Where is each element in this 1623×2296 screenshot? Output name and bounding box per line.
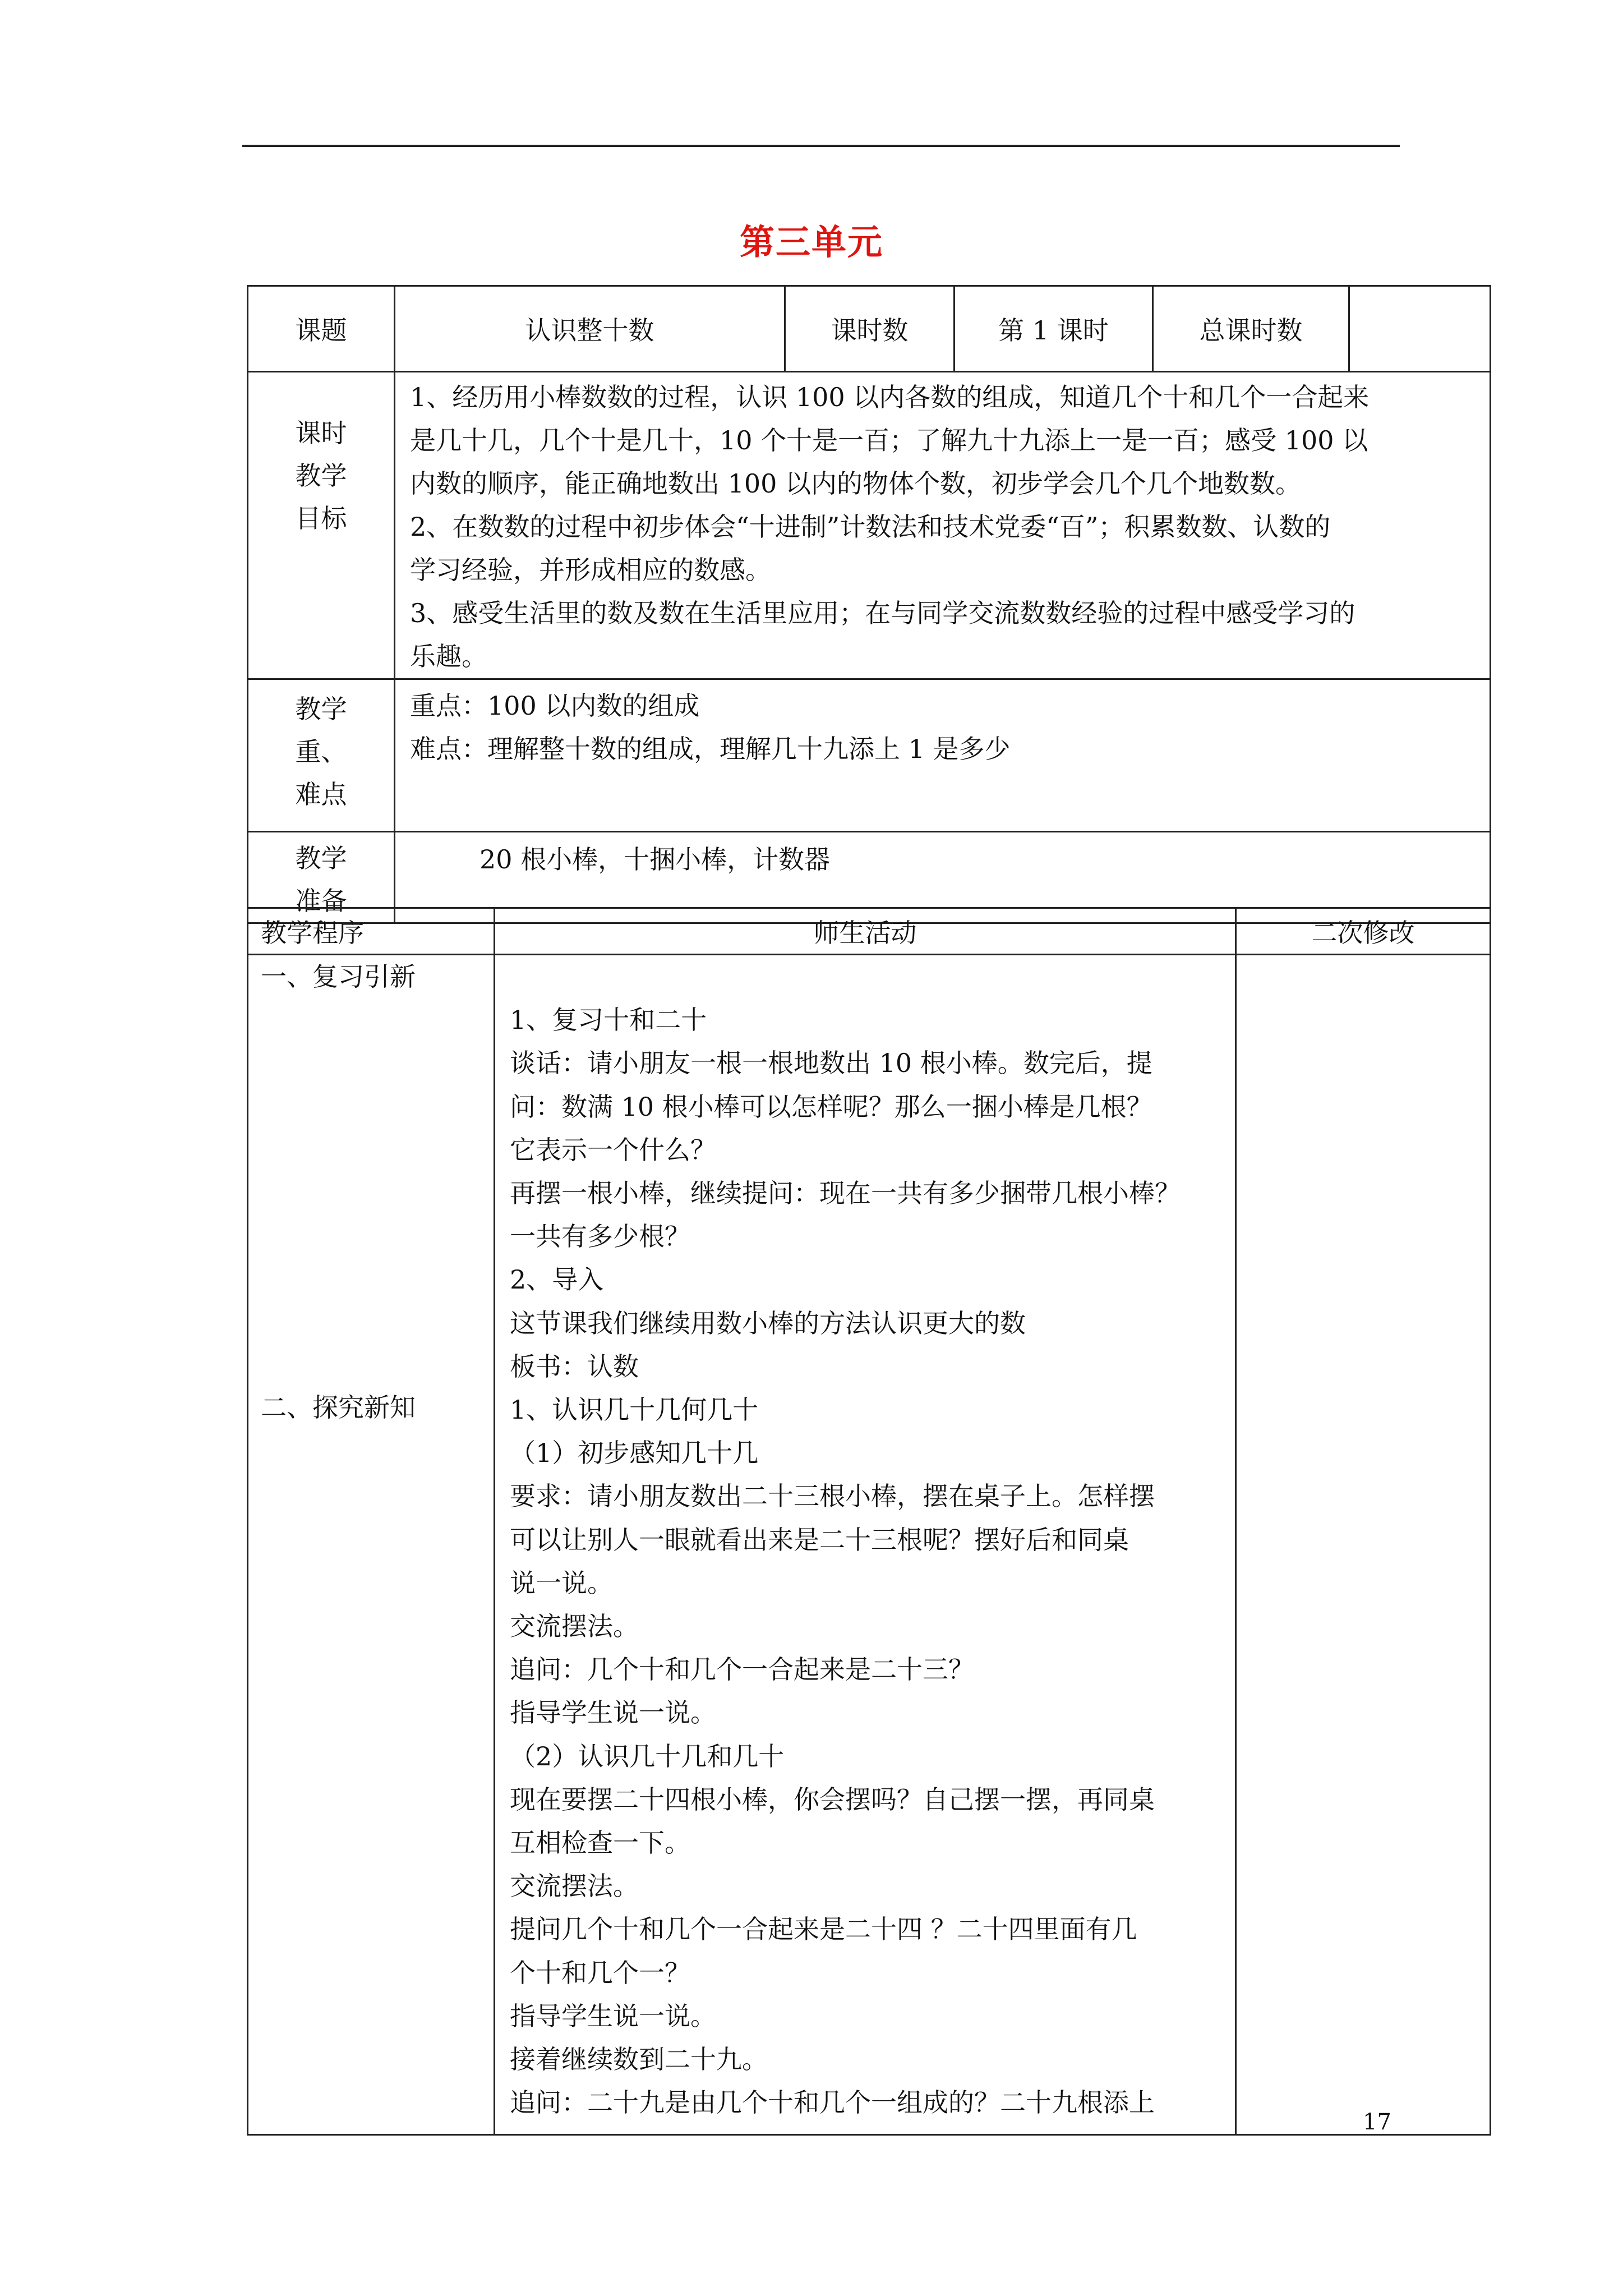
- goals-line: 学习经验，并形成相应的数感。: [410, 555, 771, 585]
- total-periods-label: 总课时数: [1153, 286, 1349, 372]
- activity-line: 2、导入: [510, 1264, 604, 1295]
- activity-line: （2）认识几十几和几十: [510, 1741, 785, 1772]
- goals-label-line: 课时: [295, 418, 347, 448]
- difficulty-point: 难点：理解整十数的组成，理解几十九添上 1 是多少: [410, 734, 1011, 764]
- procedure-col-header: 教学程序: [248, 908, 495, 955]
- goals-label: [248, 372, 395, 679]
- activity-line: 提问几个十和几个一合起来是二十四 ？二十四里面有几: [510, 1914, 1137, 1945]
- activity-line: 指导学生说一说。: [510, 2000, 716, 2031]
- activity-line: 它表示一个什么？: [510, 1134, 716, 1165]
- activity-line: 1、认识几十几何几十: [510, 1395, 759, 1425]
- procedure-header-row: [248, 908, 1491, 955]
- keypoints-label-line: 教学: [295, 694, 347, 724]
- total-periods-value: [1349, 286, 1491, 372]
- goals-line: 乐趣。: [410, 641, 487, 671]
- period-label: 课时数: [785, 286, 955, 372]
- activity-line: 要求：请小朋友数出二十三根小棒，摆在桌子上。怎样摆: [510, 1481, 1155, 1512]
- goals-label-line: 教学: [295, 461, 347, 491]
- period-value: 第 1 课时: [955, 286, 1153, 372]
- goals-row: [248, 372, 1491, 679]
- activity-line: 接着继续数到二十九。: [510, 2044, 768, 2075]
- page-number: 17: [1363, 2109, 1391, 2135]
- preparation-label-line: 准备: [295, 886, 347, 916]
- activity-line: 指导学生说一说。: [510, 1697, 716, 1728]
- goals-label-line: 目标: [295, 503, 347, 533]
- activities-cell: [495, 955, 1236, 2135]
- stages-cell: [248, 955, 495, 2135]
- keypoints-label-line: 难点: [295, 779, 347, 809]
- header-rule: [242, 145, 1400, 147]
- keypoints-label: [248, 679, 395, 832]
- procedure-body-row: [248, 955, 1491, 2135]
- key-point: 重点：100 以内数的组成: [410, 691, 700, 721]
- activity-line: 现在要摆二十四根小棒，你会摆吗？自己摆一摆，再同桌: [510, 1784, 1155, 1815]
- preparation-text: 20 根小棒，十捆小棒，计数器: [479, 844, 831, 875]
- activity-line: 追问：二十九是由几个十和几个一组成的？二十九根添上: [510, 2087, 1155, 2118]
- goals-line: 2、在数数的过程中初步体会“十进制”计数法和技术党委“百”；积累数数、认数的: [410, 512, 1331, 542]
- activities-col-header: 师生活动: [495, 908, 1236, 955]
- activity-line: 交流摆法。: [510, 1871, 639, 1902]
- activity-line: [510, 955, 1220, 999]
- goals-line: 是几十几，几个十是几十，10 个十是一百；了解九十九添上一是一百；感受 100 以: [410, 425, 1368, 455]
- goals-line: 1、经历用小棒数数的过程，认识 100 以内各数的组成，知道几个十和几个一合起来: [410, 382, 1370, 412]
- activity-line: 再摆一根小棒，继续提问：现在一共有多少捆带几根小棒？: [510, 1178, 1181, 1209]
- activity-line: 说一说。: [510, 1567, 613, 1598]
- goals-line: 3、感受生活里的数及数在生活里应用；在与同学交流数数经验的过程中感受学习的: [410, 598, 1355, 628]
- keypoints-content: [395, 679, 1491, 832]
- lesson-info-table: [247, 285, 1491, 924]
- keypoints-label-line: 重、: [295, 737, 347, 767]
- activity-line: 问：数满 10 根小棒可以怎样呢？那么一捆小棒是几根？: [510, 1091, 1152, 1122]
- goals-line: 内数的顺序，能正确地数出 100 以内的物体个数，初步学会几个几个地数数。: [410, 468, 1302, 499]
- activity-line: 可以让别人一眼就看出来是二十三根呢？摆好后和同桌: [510, 1524, 1129, 1555]
- activity-line: （1）初步感知几十几: [510, 1438, 759, 1469]
- preparation-label-line: 教学: [295, 843, 347, 873]
- activity-line: 个十和几个一？: [510, 1957, 690, 1988]
- activity-line: 这节课我们继续用数小棒的方法认识更大的数: [510, 1308, 1026, 1338]
- unit-title: 第三单元: [739, 222, 883, 263]
- activity-line: 谈话：请小朋友一根一根地数出 10 根小棒。数完后，提: [510, 1048, 1152, 1079]
- revision-col-header: 二次修改: [1236, 908, 1491, 955]
- revision-cell: [1236, 955, 1491, 2135]
- activity-line: 互相检查一下。: [510, 1828, 690, 1858]
- activity-line: 追问：几个十和几个一合起来是二十三？: [510, 1654, 974, 1685]
- activity-line: 1、复习十和二十: [510, 1005, 707, 1036]
- activity-line: 交流摆法。: [510, 1611, 639, 1642]
- procedure-table: [247, 907, 1491, 2136]
- topic-value: 认识整十数: [395, 286, 785, 372]
- goals-content: [395, 372, 1491, 679]
- stage-explore: 二、探究新知: [261, 1392, 416, 1423]
- activity-line: 板书：认数: [510, 1351, 639, 1382]
- lesson-header-row: [248, 286, 1491, 372]
- topic-label: 课题: [248, 286, 395, 372]
- keypoints-row: [248, 679, 1491, 832]
- stage-review: 一、复习引新: [261, 961, 416, 992]
- activity-line: 一共有多少根？: [510, 1221, 690, 1252]
